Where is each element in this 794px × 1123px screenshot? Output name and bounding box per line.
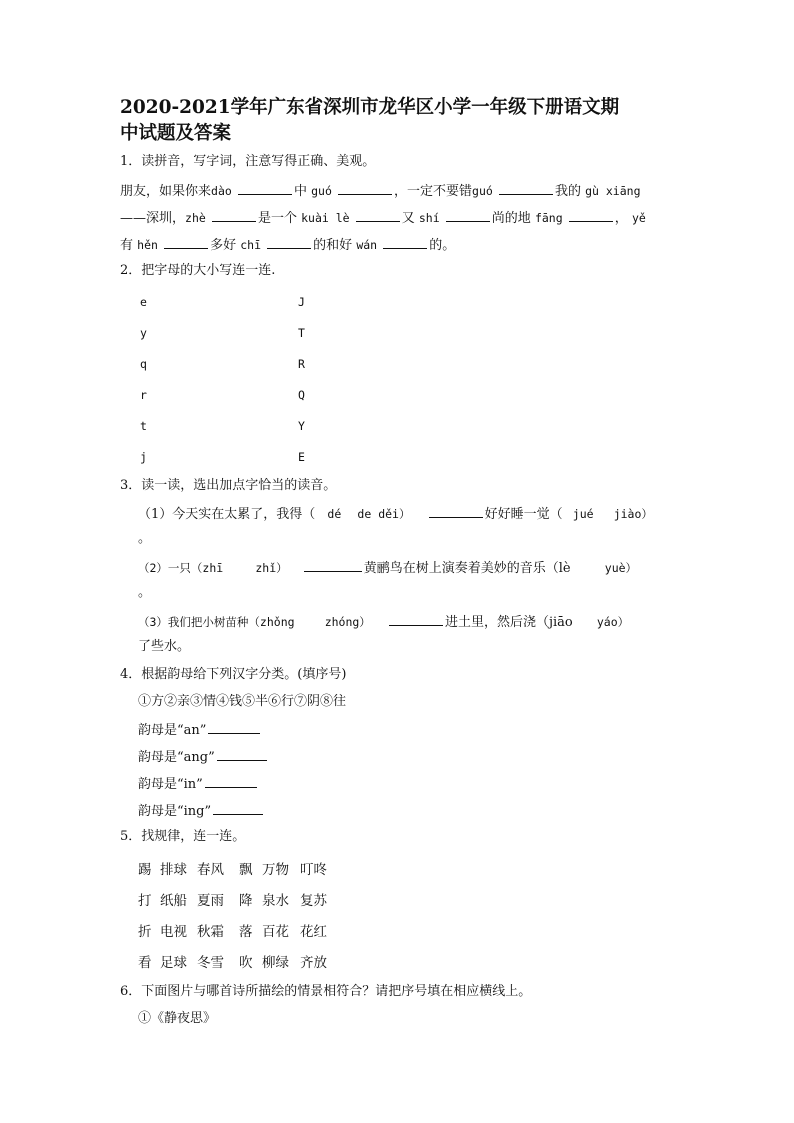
pinyin: zhè [185, 211, 206, 225]
q3-prompt: 3．读一读，选出加点字恰当的读音。 [120, 478, 337, 493]
text: ， [614, 211, 628, 226]
text: 黄鹂鸟在树上演奏着美妙的音乐（lè [363, 561, 571, 576]
pinyin: gù xiāng [585, 184, 641, 198]
q6-prompt: 6．下面图片与哪首诗所描绘的情景相符合？请把序号填在相应横线上。 [120, 984, 532, 999]
match-word[interactable]: 泉水 [262, 893, 289, 909]
pinyin-option: zhǐ） [255, 561, 288, 575]
match-word[interactable]: 吹 [239, 955, 253, 971]
answer-blank[interactable] [238, 181, 292, 195]
answer-blank[interactable] [338, 181, 392, 195]
pinyin: shí [418, 211, 440, 225]
text: 中 [293, 184, 307, 199]
pinyin: guó [311, 184, 332, 198]
match-word[interactable]: 踢 [138, 862, 152, 878]
lowercase-letter[interactable]: t [140, 419, 147, 433]
answer-blank[interactable] [267, 235, 311, 249]
text: 的和好 [313, 238, 353, 253]
answer-blank[interactable] [217, 747, 267, 761]
q6-item1: ①《静夜思》 [138, 1011, 217, 1026]
answer-blank[interactable] [356, 208, 400, 222]
text: 又 [401, 211, 415, 226]
pinyin-option: （2）一只（zhī [138, 561, 224, 575]
text: 韵母是“ang” [138, 750, 215, 765]
pinyin-option: （3）我们把小树苗种（zhǒng [138, 615, 295, 629]
lowercase-letter[interactable]: y [140, 326, 147, 340]
match-word[interactable]: 花红 [300, 924, 327, 940]
answer-blank[interactable] [205, 774, 257, 788]
answer-blank[interactable] [212, 208, 256, 222]
match-word[interactable]: 足球 [160, 955, 187, 971]
q2-prompt: 2．把字母的大小写连一连. [120, 263, 276, 278]
q3-sentence2 [138, 558, 637, 578]
match-word[interactable]: 叮咚 [300, 862, 327, 878]
match-word[interactable]: 齐放 [300, 955, 327, 971]
uppercase-letter[interactable]: J [298, 295, 305, 309]
text: 尚的地 [491, 211, 531, 226]
q1-line3 [120, 235, 455, 255]
q4-prompt: 4．根据韵母给下列汉字分类。(填序号) [120, 667, 347, 682]
text: 进土里，然后浇（jiāo [444, 615, 573, 630]
pinyin: fāng [534, 211, 563, 225]
text: ——深圳， [120, 211, 186, 226]
match-word[interactable]: 纸船 [160, 893, 187, 909]
lowercase-letter[interactable]: j [140, 450, 147, 464]
answer-blank[interactable] [389, 612, 443, 626]
uppercase-letter[interactable]: R [298, 357, 305, 371]
match-word[interactable]: 复苏 [300, 893, 327, 909]
pinyin-option: jiào） [613, 507, 653, 521]
text: 多好 [210, 238, 237, 253]
match-word[interactable]: 柳绿 [262, 955, 289, 971]
lowercase-letter[interactable]: q [140, 357, 147, 371]
pinyin: yě [631, 211, 646, 225]
q4-chars: ①方②亲③情④钱⑤半⑥行⑦阴⑧往 [138, 694, 347, 709]
match-word[interactable]: 折 [138, 924, 152, 940]
pinyin-option: yáo） [596, 615, 630, 629]
match-word[interactable]: 降 [239, 893, 253, 909]
text: 我的 [554, 184, 581, 199]
pinyin: kuài lè [301, 211, 350, 225]
pinyin: wán [356, 238, 378, 252]
match-word[interactable]: 电视 [160, 924, 187, 940]
pinyin-option: jué [572, 507, 594, 521]
match-word[interactable]: 看 [138, 955, 152, 971]
match-word[interactable]: 排球 [160, 862, 187, 878]
q4-row-an [138, 720, 262, 740]
match-word[interactable]: 百花 [262, 924, 289, 940]
q5-prompt: 5．找规律，连一连。 [120, 829, 246, 844]
lowercase-letter[interactable]: r [140, 388, 147, 402]
answer-blank[interactable] [446, 208, 490, 222]
q3-s3-end: 了些水。 [138, 639, 191, 654]
answer-blank[interactable] [208, 720, 260, 734]
text: 是一个 [257, 211, 297, 226]
match-word[interactable]: 打 [138, 893, 152, 909]
text: 韵母是“an” [138, 723, 207, 738]
pinyin-option: zhóng） [324, 615, 371, 629]
match-word[interactable]: 春风 [197, 862, 224, 878]
match-word[interactable]: 万物 [262, 862, 289, 878]
answer-blank[interactable] [164, 235, 208, 249]
match-word[interactable]: 夏雨 [197, 893, 224, 909]
pinyin: dào [211, 184, 232, 198]
exam-title-line2: 中试题及答案 [120, 123, 232, 144]
match-word[interactable]: 落 [239, 924, 253, 940]
answer-blank[interactable] [213, 801, 263, 815]
q3-s2-end: 。 [138, 585, 152, 600]
pinyin-option: yuè） [604, 561, 638, 575]
pinyin: chī [240, 238, 262, 252]
pinyin-option: dé [327, 507, 342, 521]
q3-sentence3 [138, 612, 629, 632]
exam-title-line1: 2020-2021学年广东省深圳市龙华区小学一年级下册语文期 [120, 97, 620, 118]
pinyin: guó [472, 184, 493, 198]
match-word[interactable]: 冬雪 [197, 955, 224, 971]
match-word[interactable]: 秋霜 [197, 924, 224, 940]
text: 韵母是“in” [138, 777, 203, 792]
text: 好好睡一觉（ [484, 507, 563, 522]
answer-blank[interactable] [499, 181, 553, 195]
q1-line1 [120, 181, 641, 201]
text: 有 [120, 238, 134, 253]
uppercase-letter[interactable]: E [298, 450, 305, 464]
answer-blank[interactable] [304, 558, 362, 572]
q4-row-ang [138, 747, 269, 767]
text: ，一定不要错 [394, 184, 473, 199]
lowercase-letter[interactable]: e [140, 295, 147, 309]
match-word[interactable]: 飘 [239, 862, 253, 878]
uppercase-letter[interactable]: Y [298, 419, 305, 433]
text: 的。 [429, 238, 456, 253]
answer-blank[interactable] [569, 208, 613, 222]
uppercase-letter[interactable]: Q [298, 388, 305, 402]
pinyin-option: de děi） [357, 507, 411, 521]
text: 朋友，如果你来 [120, 184, 212, 199]
q1-line2 [120, 208, 646, 228]
q4-row-in [138, 774, 259, 794]
pinyin: hěn [137, 238, 158, 252]
q1-prompt: 1．读拼音，写字词，注意写得正确、美观。 [120, 154, 376, 169]
q3-sentence1 [138, 504, 653, 524]
answer-blank[interactable] [429, 504, 483, 518]
answer-blank[interactable] [383, 235, 427, 249]
text: 韵母是“ing” [138, 804, 212, 819]
text: （1）今天实在太累了，我得（ [138, 507, 316, 522]
q4-row-ing [138, 801, 265, 821]
uppercase-letter[interactable]: T [298, 326, 305, 340]
q3-s1-end: 。 [138, 531, 152, 546]
